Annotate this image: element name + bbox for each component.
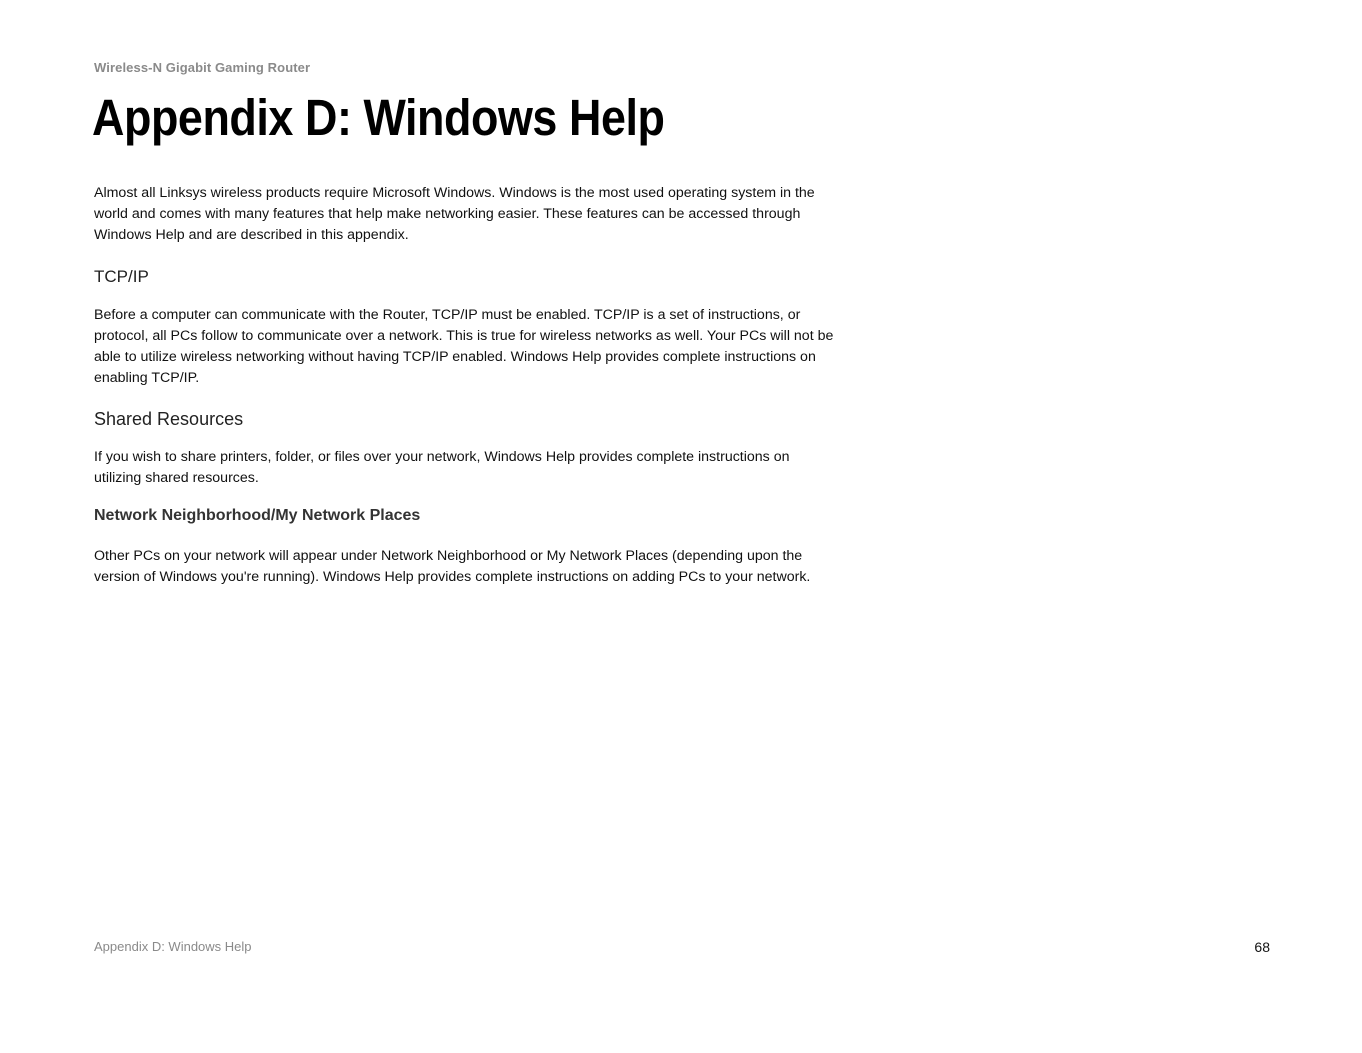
main-content (94, 183, 836, 588)
section-body-shared-resources: If you wish to share printers, folder, or files over your network, Windows Help provides complete instructions on utilizing shared resources. (94, 449, 790, 486)
page-number: 68 (1254, 939, 1270, 955)
running-header: Wireless-N Gigabit Gaming Router (94, 60, 311, 75)
section-heading-shared-resources: Shared Resources (94, 409, 244, 429)
section-heading-tcpip: TCP/IP (94, 267, 149, 286)
section-body-network-neighborhood: Other PCs on your network will appear under Network Neighborhood or My Network Places (depending upon the version of Windows you're running). Windows Help provides complete instructions on adding PCs to your network. (94, 548, 811, 585)
intro-paragraph: Almost all Linksys wireless products require Microsoft Windows. Windows is the most used operating system in the world and comes with many features that help make networking easier. These features can be accessed through Windows Help and are described in this appendix. (94, 185, 815, 243)
running-footer: Appendix D: Windows Help (94, 939, 252, 954)
section-body-tcpip: Before a computer can communicate with the Router, TCP/IP must be enabled. TCP/IP is a set of instructions, or protocol, all PCs follow to communicate over a network. This is true for wireless networks as well. Your PCs will not be able to utilize wireless networking without having TCP/IP enabled. Windows Help provides complete instructions on enabling TCP/IP. (94, 307, 834, 386)
section-heading-network-neighborhood: Network Neighborhood/My Network Places (94, 507, 421, 524)
page-title: Appendix D: Windows Help (92, 89, 665, 146)
